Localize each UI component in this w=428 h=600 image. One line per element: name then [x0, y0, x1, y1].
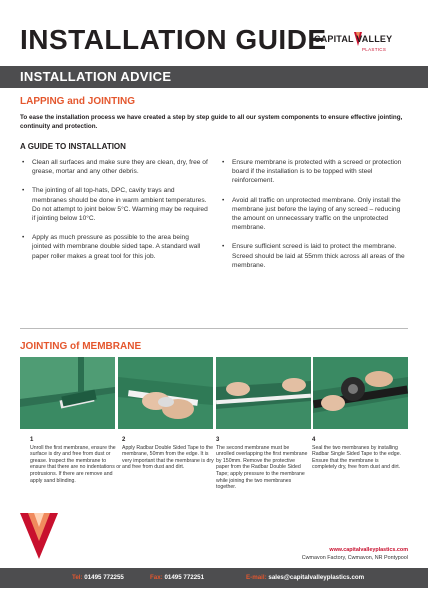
list-item: • Avoid all traffic on unprotected membrane. Only install the membrane just before the laying of any screed – reducing the amount on unnecessary traffic on the unprotected membrane. — [220, 196, 408, 233]
logo-wordmark: CAPITAL VALLEY — [314, 34, 393, 44]
step-text: Unroll the first membrane, ensure the surface is dry and free from dust or grease. Inspect the membrane to ensure that there are no indentations or protrusions. If there are remove and apply sand blinding. — [30, 444, 121, 484]
logo-subtext: PLASTICS — [362, 47, 387, 52]
lapping-heading: LAPPING and JOINTING — [20, 96, 136, 107]
lapping-intro: To ease the installation process we have created a step by step guide to all our system components to ensure effective jointing, continuity and protection. — [20, 114, 403, 130]
guide-heading: A GUIDE TO INSTALLATION — [20, 142, 126, 151]
step-3-photo — [216, 357, 311, 429]
step-3-caption — [216, 437, 308, 491]
step-text: The second membrane must be unrolled overlapping the first membrane by 150mm. Remove the protective paper from the Radbar Double Sided Tape; apply pressure to the membrane while joining the two membranes together. — [216, 444, 308, 491]
divider — [20, 328, 408, 329]
step-number: 3 — [216, 437, 220, 443]
step-4-caption — [312, 437, 404, 471]
guide-left-column — [20, 158, 208, 271]
fax-info — [150, 574, 204, 581]
page-title: INSTALLATION GUIDE — [20, 24, 327, 55]
step-number: 4 — [312, 437, 316, 443]
fax-number: 01495 772251 — [164, 574, 205, 581]
guide-right-column — [220, 158, 408, 280]
list-item: • The jointing of all top-hats, DPC, cavity trays and membranes should be done in warm ambient temperatures. Do not attempt to joint below 5°C. Warming may be required if jointing below 10°C. — [20, 186, 208, 223]
photo-strip — [20, 357, 408, 429]
phone-label: Tel: — [72, 574, 83, 581]
section-band — [0, 66, 428, 88]
website-link[interactable]: www.capitalvalleyplastics.com — [329, 547, 408, 553]
contact-block — [302, 546, 408, 562]
brand-chevron-icon — [20, 513, 58, 559]
phone-number: 01495 772255 — [84, 574, 124, 581]
address: Cwmavon Factory, Cwmavon, NR Pontypool — [301, 555, 408, 561]
list-item: • Ensure membrane is protected with a screed or protection board if the installation is to be topped with steel reinforcement. — [220, 158, 408, 186]
step-2-photo — [118, 357, 213, 429]
step-1-photo — [20, 357, 115, 429]
band-title: INSTALLATION ADVICE — [20, 69, 172, 84]
jointing-heading: JOINTING of MEMBRANE — [20, 341, 142, 352]
email-link[interactable]: sales@capitalvalleyplastics.com — [268, 574, 365, 581]
email-label: E-mail: — [246, 574, 267, 581]
step-4-photo — [313, 357, 408, 429]
footer-bar — [0, 568, 428, 588]
step-2-caption — [122, 437, 214, 471]
step-1-caption — [30, 437, 122, 484]
step-number: 1 — [30, 437, 34, 443]
company-logo — [314, 28, 412, 64]
step-number: 2 — [122, 437, 126, 443]
fax-label: Fax: — [150, 574, 163, 581]
step-text: Apply Radbar Double Sided Tape to the membrane, 50mm from the edge. It is very important that the membrane is dry and free from dust and dirt. — [122, 444, 214, 471]
list-item: • Clean all surfaces and make sure they are clean, dry, free of grease, mortar and any other debris. — [20, 158, 208, 176]
list-item: • Ensure sufficient screed is laid to protect the membrane. Screed should be laid at 55mm thick across all areas of the membrane. — [220, 242, 408, 270]
step-text: Seal the two membranes by installing Radbar Single Sided Tape to the edge. Ensure that the membrane is completely dry, free from dust and dirt. — [312, 444, 402, 471]
phone-info — [72, 574, 124, 581]
list-item: • Apply as much pressure as possible to the area being jointed with membrane double sided tape. A standard wall paper roller makes a great tool for this job. — [20, 233, 208, 261]
email-info — [246, 574, 364, 581]
